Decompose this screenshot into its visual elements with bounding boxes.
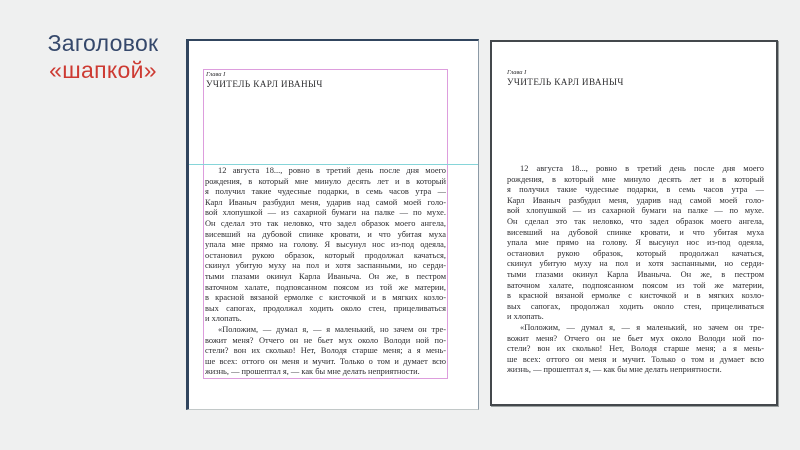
body-text-line: жизнь, — прошептал я, — как бы мне делать неприятности. [205,367,420,377]
chapter-label: Глава I [206,71,226,78]
body-text-line: скинул убитую муху на пол и хотя заспанными, но серди- [205,261,446,271]
body-text-line: ше всех: оттого он меня и мучит. Только о том и думает всю [205,356,446,366]
body-text-line: ваточном халате, подпоясанном поясом из той же материи, [205,282,446,292]
body-text-line: упала мне прямо на голову. Я высунул нос из-под одеяла, [507,238,764,248]
page-body [507,164,764,376]
body-text-line: и хлопать. [205,314,242,324]
body-text-line: Он сделал это так неловко, что задел образок моего ангела, [507,216,764,226]
body-text-line: 12 августа 18..., ровно в третий день после дня моего [520,164,764,173]
body-text-line: стели? вон их сколько! Нет, Володя старше меня; а я мень- [205,346,446,356]
body-text-line: висевший на дубовой спинке кровати, и что убитая муха [507,227,764,237]
body-text-line: тыми глазами окинул Карла Иваныча. Он же, в пестром [205,271,446,281]
body-text-line: висевший на дубовой спинке кровати, и что убитая муха [205,229,446,239]
page-header [507,69,624,88]
chapter-label: Глава I [507,69,527,76]
page-mockup-with-guides [186,39,479,410]
body-text-line: рождения, в который мне минуло десять лет и в который [507,174,764,184]
body-text-line: ваточном халате, подпоясанном поясом из той же материи, [507,280,764,290]
body-text-line: скинул убитую муху на пол и хотя заспанными, но серди- [507,259,764,269]
page-body [205,166,446,378]
body-text-line: Карл Иваныч разбудил меня, ударив над самой моей голо- [507,195,764,205]
chapter-heading: УЧИТЕЛЬ КАРЛ ИВАНЫЧ [206,79,323,89]
body-text-line: ше всех: оттого он меня и мучит. Только о том и думает всю [507,354,764,364]
body-text-line: Карл Иваныч разбудил меня, ударив над самой моей голо- [205,197,446,207]
page-mockup-clean [490,40,778,406]
page-header [206,71,323,90]
body-text-line: я получил такие чудесные подарки, в семь часов утра — [507,185,764,195]
body-text-line: тыми глазами окинул Карла Иваныча. Он же, в пестром [507,269,764,279]
body-text-line: остановил рукою образок, который продолжал качаться, [205,250,446,260]
slide-title-line2: «шапкой» [49,57,157,83]
body-text-line: Он сделал это так неловко, что задел образок моего ангела, [205,218,446,228]
body-text-line: вых сапогах, продолжал ходить около стен, прицеливаться [507,301,764,311]
text-start-guide-line [189,164,478,165]
body-text-line: рождения, в который мне минуло десять лет и в который [205,176,446,186]
chapter-heading: УЧИТЕЛЬ КАРЛ ИВАНЫЧ [507,77,624,87]
body-text-line: вых сапогах, продолжал ходить около стен, прицеливаться [205,303,446,313]
body-text-line: жизнь, — прошептал я, — как бы мне делать неприятности. [507,365,722,375]
body-text-line: и хлопать. [507,312,544,322]
slide-title-line1: Заголовок [47,30,159,56]
body-text-line: в красной вязаной ермолке с кисточкой и в мягких козло- [507,291,764,301]
body-text-line: вожит меня? Отчего он не бьет мух около Володи ной по- [507,333,764,343]
body-text-line: вой хлопушкой — из сахарной бумаги на палке — по мухе. [205,208,446,218]
body-text-line: вой хлопушкой — из сахарной бумаги на палке — по мухе. [507,206,764,216]
body-text-line: вожит меня? Отчего он не бьет мух около Володи ной по- [205,335,446,345]
body-text-line: 12 августа 18..., ровно в третий день после дня моего [218,166,446,175]
body-text-line: «Положим, — думал я, — я маленький, но зачем он тре- [218,324,446,334]
body-text-line: упала мне прямо на голову. Я высунул нос из-под одеяла, [205,240,446,250]
body-text-line: остановил рукою образок, который продолжал качаться, [507,248,764,258]
body-text-line: я получил такие чудесные подарки, в семь часов утра — [205,187,446,197]
body-text-line: «Положим, — думал я, — я маленький, но зачем он тре- [520,322,764,332]
body-text-line: в красной вязаной ермолке с кисточкой и в мягких козло- [205,293,446,303]
slide-title [26,30,180,84]
body-text-line: стели? вон их сколько! Нет, Володя старше меня; а я мень- [507,344,764,354]
